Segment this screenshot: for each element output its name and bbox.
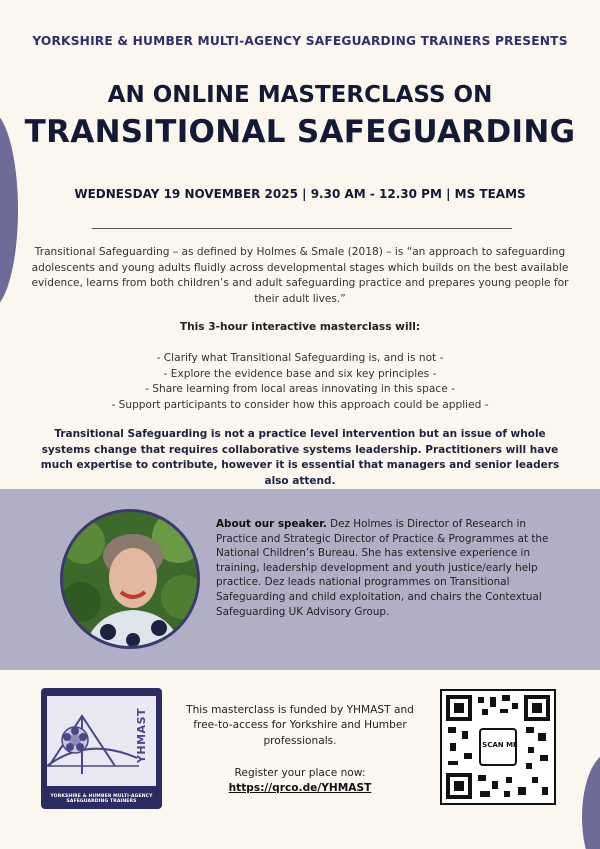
decorative-circle-right (582, 752, 600, 849)
logo-wordmark: YHMAST (135, 708, 148, 764)
register-block (175, 766, 425, 797)
funding-text: This masterclass is funded by YHMAST and free-to-access for Yorkshire and Humber professionals. (186, 704, 414, 747)
speaker-bio-lead: About our speaker. (216, 518, 327, 530)
qr-code[interactable] (440, 689, 556, 805)
intro-paragraph: Transitional Safeguarding – as defined by Holmes & Smale (2018) – is “an approach to safeguarding adolescents and young adults fluidly across developmental stages which builds on the best available evidence, learns from both children’s and adult safeguarding practice and prepares young people for their adult lives.” (31, 246, 569, 305)
presenter-line: YORKSHIRE & HUMBER MULTI-AGENCY SAFEGUARDING TRAINERS PRESENTS (32, 34, 568, 48)
masterclass-heading: This 3-hour interactive masterclass will: (179, 321, 421, 333)
speaker-bio-text: Dez Holmes is Director of Research in Practice and Strategic Director of Practice & Programmes at the National Children’s Bureau. She has extensive experience in training, leadership development and youth justice/early help practice. Dez leads national programmes on Transitional Safeguarding and child exploitation, and chairs the Contextual Safeguarding UK Advisory Group. (216, 518, 549, 618)
register-text: Register your place now: (234, 767, 366, 779)
bullet-item: - Clarify what Transitional Safeguarding is, and is not - (156, 352, 444, 364)
speaker-bio (216, 517, 556, 619)
bullet-list (0, 351, 600, 413)
title-line-1: AN ONLINE MASTERCLASS ON (107, 82, 493, 108)
page-title: TRANSITIONAL SAFEGUARDING (24, 114, 576, 150)
leadership-note: Transitional Safeguarding is not a practice level intervention but an issue of whole systems change that requires collaborative systems leadership. Practitioners will have much expertise to contribute, however it is essential that managers and senior leaders also attend. (40, 428, 560, 487)
logo-artwork (47, 696, 156, 786)
bullet-item: - Support participants to consider how this approach could be applied - (111, 398, 489, 411)
bullet-item: - Explore the evidence base and six key principles - (163, 367, 437, 380)
logo-tagline: YORKSHIRE & HUMBER MULTI-AGENCY SAFEGUARDING TRAINERS (50, 794, 153, 804)
yhmast-logo (41, 688, 162, 809)
event-details: WEDNESDAY 19 NOVEMBER 2025 | 9.30 AM - 12.30 PM | MS TEAMS (74, 187, 526, 201)
qr-label: SCAN ME (482, 741, 518, 749)
register-link[interactable]: https://qrco.de/YHMAST (228, 782, 372, 795)
divider (92, 228, 512, 229)
bullet-item: - Share learning from local areas innovating in this space - (145, 383, 455, 396)
speaker-photo (60, 509, 200, 649)
